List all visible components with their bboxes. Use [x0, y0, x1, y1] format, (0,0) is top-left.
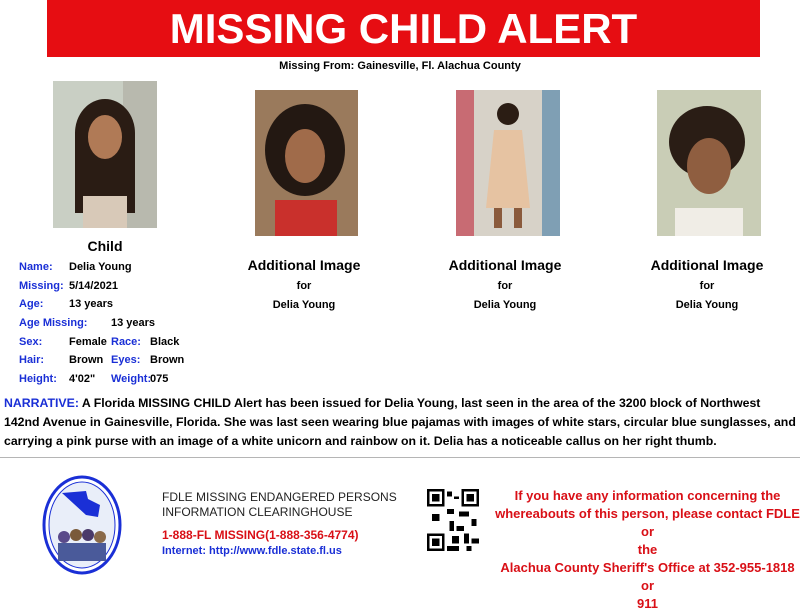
age-missing-value: 13 years	[111, 317, 156, 329]
missing-label: Missing:	[19, 280, 64, 292]
missing-from: Missing From: Gainesville, Fl. Alachua County	[279, 60, 521, 72]
narrative-text: A Florida MISSING CHILD Alert has been issued for Delia Young, last seen in the area of the 3200 block of Northwest 142nd Avenue in Gainesville, Florida. She was last seen wearing blue pajamas with images of white stars, circular blue sunglasses, and carrying a pink purse with an image of a white unicorn and rainbow on it. Delia has a noticeable callus on her right thumb.	[4, 396, 796, 448]
fdle-logo-icon	[42, 475, 122, 575]
alert-banner: MISSING CHILD ALERT	[47, 0, 760, 57]
narrative-label: NARRATIVE:	[4, 396, 79, 410]
eyes-value: Brown	[150, 354, 185, 366]
age-label: Age:	[19, 298, 44, 310]
weight-label: Weight:	[111, 373, 152, 385]
additional-image-caption-3: Additional Image for Delia Young	[650, 257, 764, 311]
name-label: Name:	[19, 261, 53, 273]
hotline-phone: 1-888-FL MISSING(1-888-356-4774)	[162, 528, 359, 542]
age-value: 13 years	[69, 298, 114, 310]
eyes-label: Eyes:	[111, 354, 141, 366]
narrative	[4, 394, 796, 451]
name-value: Delia Young	[69, 261, 132, 273]
additional-image-2	[456, 90, 560, 236]
contact-info: If you have any information concerning the whereabouts of this person, please contact FDLE or the Alachua County Sheriff's Office at 352-955-1818 or 911	[495, 488, 800, 611]
height-value: 4'02"	[69, 373, 96, 385]
weight-value: 075	[150, 373, 169, 385]
org-name: FDLE MISSING ENDANGERED PERSONS INFORMATION CLEARINGHOUSE	[162, 490, 397, 519]
sex-value: Female	[69, 336, 107, 348]
divider	[0, 457, 800, 458]
hair-label: Hair:	[19, 354, 45, 366]
additional-image-3	[657, 90, 761, 236]
sex-label: Sex:	[19, 336, 43, 348]
additional-image-caption-1: Additional Image for Delia Young	[247, 257, 361, 311]
website-link[interactable]: Internet: http://www.fdle.state.fl.us	[162, 545, 342, 557]
child-photo	[53, 81, 157, 228]
height-label: Height:	[19, 373, 57, 385]
child-label: Child	[87, 238, 123, 254]
additional-image-caption-2: Additional Image for Delia Young	[448, 257, 562, 311]
hair-value: Brown	[69, 354, 104, 366]
age-missing-label: Age Missing:	[19, 317, 88, 329]
race-value: Black	[150, 336, 180, 348]
missing-value: 5/14/2021	[69, 280, 118, 292]
additional-image-1	[255, 90, 358, 236]
qr-code-icon	[427, 489, 479, 551]
race-label: Race:	[111, 336, 141, 348]
